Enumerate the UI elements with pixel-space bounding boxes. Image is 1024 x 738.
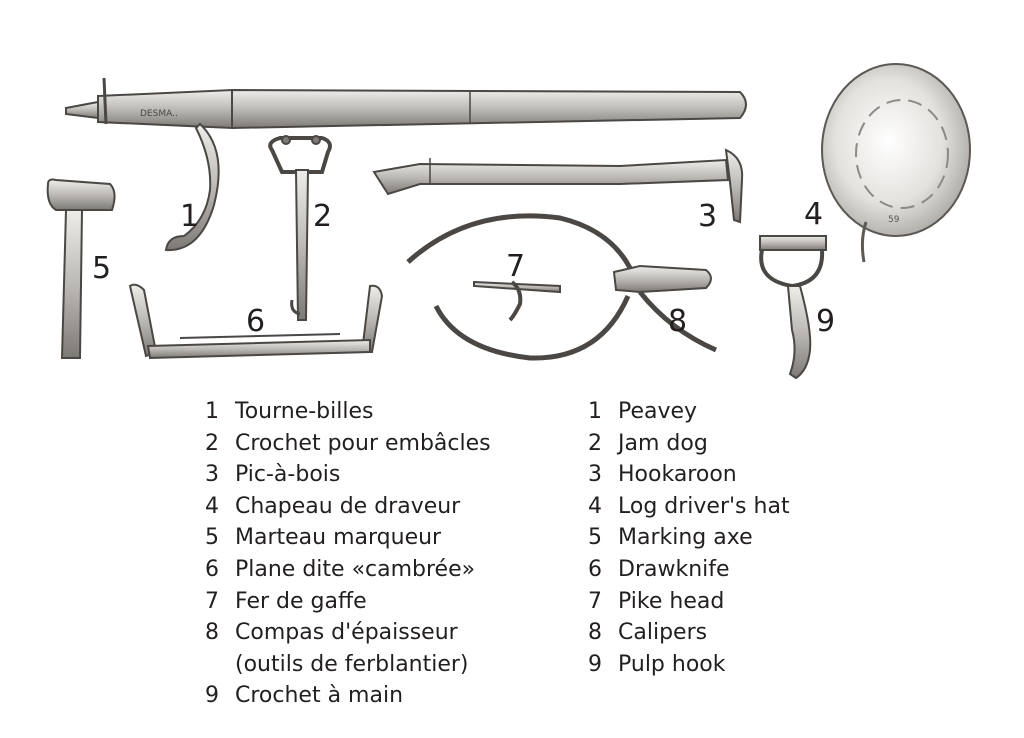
log-drivers-hat-illustration — [822, 64, 970, 262]
callout-6: 6 — [246, 304, 266, 339]
item-label: Marteau marqueur — [235, 525, 442, 551]
legend-english-item — [588, 396, 790, 428]
item-label: Hookaroon — [618, 462, 737, 488]
legend-english-item — [588, 586, 790, 618]
item-number: 5 — [205, 525, 219, 551]
item-label: Drawknife — [618, 556, 730, 582]
legend-french-item — [205, 617, 491, 649]
legend-french-item — [205, 554, 491, 586]
item-number: 4 — [588, 493, 602, 519]
legend-english — [588, 396, 790, 680]
item-label: Fer de gaffe — [235, 588, 367, 614]
legend-french — [205, 396, 491, 712]
item-number: 7 — [205, 588, 219, 614]
callout-1: 1 — [180, 199, 200, 234]
item-number: 4 — [205, 493, 219, 519]
item-label: Marking axe — [618, 525, 753, 551]
item-number: 3 — [588, 462, 602, 488]
item-number: 9 — [588, 651, 602, 677]
legend-french-item-continuation: (outils de ferblantier) — [235, 651, 469, 677]
callout-4: 4 — [804, 197, 824, 232]
hat-stamp: 59 — [888, 215, 900, 225]
item-number: 7 — [588, 588, 602, 614]
legend-english-item — [588, 649, 790, 681]
item-number: 6 — [588, 556, 602, 582]
legend-french-item — [205, 428, 491, 460]
item-number: 8 — [205, 620, 219, 646]
legend-french-item — [205, 491, 491, 523]
item-label: Pic-à-bois — [235, 462, 341, 488]
callout-5: 5 — [92, 251, 112, 286]
legend-english-item — [588, 617, 790, 649]
legend-french-item — [205, 522, 491, 554]
item-label: Crochet pour embâcles — [235, 430, 491, 456]
legend-french-item — [205, 680, 491, 712]
item-number: 1 — [205, 399, 219, 424]
legend-french-item — [205, 396, 491, 428]
peavey-stamp: DESMA.. — [140, 109, 178, 119]
callout-3: 3 — [698, 199, 718, 234]
item-label: Calipers — [618, 620, 708, 646]
legend-french-item — [205, 586, 491, 618]
legend-french-item — [205, 459, 491, 491]
item-label: Jam dog — [618, 430, 708, 456]
legend-english-item — [588, 522, 790, 554]
item-label: Pike head — [618, 588, 725, 614]
item-number: 2 — [588, 430, 602, 456]
legend-english-item — [588, 428, 790, 460]
legend-english-item — [588, 459, 790, 491]
item-label: Peavey — [618, 399, 698, 424]
item-number: 9 — [205, 683, 219, 709]
callout-7: 7 — [506, 249, 526, 284]
item-number: 8 — [588, 620, 602, 646]
callout-2: 2 — [313, 199, 333, 234]
item-label: Crochet à main — [235, 683, 404, 709]
item-label: Plane dite «cambrée» — [235, 556, 476, 582]
legend-english-item — [588, 554, 790, 586]
callout-9: 9 — [816, 304, 836, 339]
item-number: 6 — [205, 556, 219, 582]
item-label: Log driver's hat — [618, 493, 790, 519]
item-number: 2 — [205, 430, 219, 456]
item-number: 5 — [588, 525, 602, 551]
legend-english-item — [588, 491, 790, 523]
hookaroon-illustration — [374, 150, 742, 222]
callout-8: 8 — [668, 304, 688, 339]
item-label: Tourne-billes — [235, 399, 374, 424]
item-label: Pulp hook — [618, 651, 726, 677]
item-number: 1 — [588, 399, 602, 424]
pike-head-illustration — [474, 282, 560, 320]
item-label: Chapeau de draveur — [235, 493, 461, 519]
item-label: Compas d'épaisseur — [235, 620, 458, 646]
item-number: 3 — [205, 462, 219, 488]
